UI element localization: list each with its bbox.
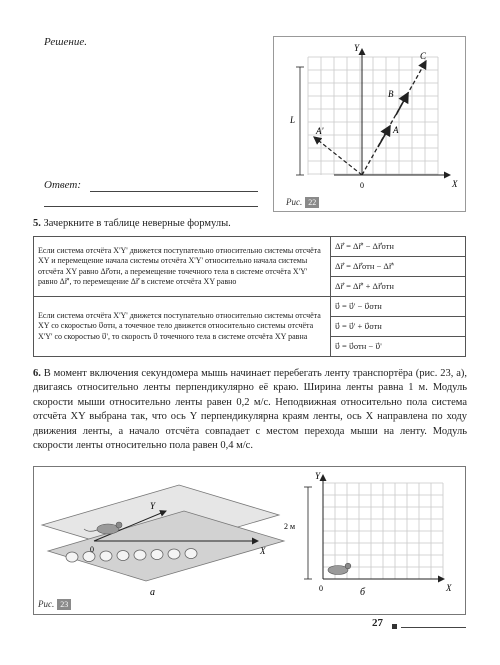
belt-x-label: X xyxy=(260,546,266,556)
task6-text: В момент включения секундомера мышь начинает перебегать ленту транспортёра (рис. 23, а), двигаясь относительно ленты перпендикулярно её краю. Ширина ленты равна 1 м. Модуль скорости мыши относительно ленты равен 0,2 м/с. Неподвижная относительно пола система отсчёта XY выбрана так, что ось Y перпендикулярна краям ленты, ось X направлена по ходу движения ленты, а начало отсчёта совпадает с местом перехода мыши на ленту. Модуль скорости ленты относительно пола равен 0,4 м/с. xyxy=(33,368,467,452)
formula-cell[interactable]: Δr⃗ = Δr⃗' + Δr⃗отн xyxy=(331,277,466,297)
fig22-origin-label: 0 xyxy=(360,181,364,190)
grid-width-label: 2 м xyxy=(284,522,296,531)
mouse-icon-2 xyxy=(328,566,348,575)
page-number: 27 xyxy=(372,617,383,629)
vector-a xyxy=(378,126,390,147)
table-row xyxy=(34,237,466,257)
grid-y-label: Y xyxy=(315,471,321,481)
table-row xyxy=(34,297,466,317)
fig23-number: 23 xyxy=(57,599,71,610)
fig23-caption: Рис. 23 xyxy=(38,599,71,610)
grid-x-label: X xyxy=(446,583,452,593)
row2-description: Если система отсчёта X'Y' движется поступательно относительно системы отсчёта XY со скоростью υ⃗отн, а точечное тело движется относительно системы отсчёта X'Y' со скоростью υ⃗', то скорость υ⃗ точечного тела в системе отсчёта XY равна xyxy=(34,297,331,357)
task5-heading xyxy=(33,218,231,229)
answer-grid[interactable] xyxy=(323,483,443,579)
mouse-icon xyxy=(97,524,119,534)
page-footer-line xyxy=(401,627,466,628)
figure-22-graph xyxy=(274,37,465,211)
figure-22 xyxy=(273,36,466,212)
belt-origin-label: 0 xyxy=(90,545,94,554)
formula-cell[interactable]: Δr⃗ = Δr⃗' − Δr⃗отн xyxy=(331,237,466,257)
formula-cell[interactable]: υ⃗ = υ⃗отн − υ⃗' xyxy=(331,337,466,357)
fig22-l-label: L xyxy=(290,115,296,125)
fig22-a-prime-label: A' xyxy=(316,126,324,136)
answer-label: Ответ: xyxy=(44,179,82,191)
formula-cell[interactable]: υ⃗ = υ⃗' − υ⃗отн xyxy=(331,297,466,317)
grid-origin-label: 0 xyxy=(319,584,323,593)
answer-line-2 xyxy=(44,206,258,207)
task6-number: 6. xyxy=(33,368,41,379)
fig22-b-label: B xyxy=(388,89,394,99)
figure-23 xyxy=(33,466,466,615)
task5-text: Зачеркните в таблице неверные формулы. xyxy=(43,218,231,229)
fig22-caption: Рис. 22 xyxy=(286,197,319,208)
belt-y-label: Y xyxy=(150,501,156,511)
page-number-marker xyxy=(392,624,397,629)
fig22-x-label: X xyxy=(452,179,458,189)
vector-c xyxy=(362,61,426,175)
solution-label: Решение. xyxy=(44,36,87,48)
fig22-number: 22 xyxy=(305,197,319,208)
fig23-label-b: б xyxy=(360,587,366,598)
formula-cell[interactable]: υ⃗ = υ⃗' + υ⃗отн xyxy=(331,317,466,337)
conveyor-belt xyxy=(42,485,284,581)
task6-paragraph xyxy=(33,367,467,453)
formula-cell[interactable]: Δr⃗ = Δr⃗отн − Δr⃗' xyxy=(331,257,466,277)
fig22-c-label: C xyxy=(420,51,427,61)
figure-23-graph xyxy=(34,467,465,614)
task5-number: 5. xyxy=(33,218,41,229)
fig22-a-label: A xyxy=(393,125,399,135)
fig23-label-a: а xyxy=(150,587,155,598)
row1-description: Если система отсчёта X'Y' движется поступательно относительно системы отсчёта XY и перемещение начала системы отсчёта X'Y' относительно начала системы отсчёта XY равно Δr⃗отн, а перемещение точечного тела в системе отсчёта X'Y' равно Δr⃗', то перемещение Δr⃗ в системе отсчёта XY равно xyxy=(34,237,331,297)
fig22-y-label: Y xyxy=(354,43,360,53)
answer-line xyxy=(90,191,258,192)
formula-table xyxy=(33,236,466,357)
